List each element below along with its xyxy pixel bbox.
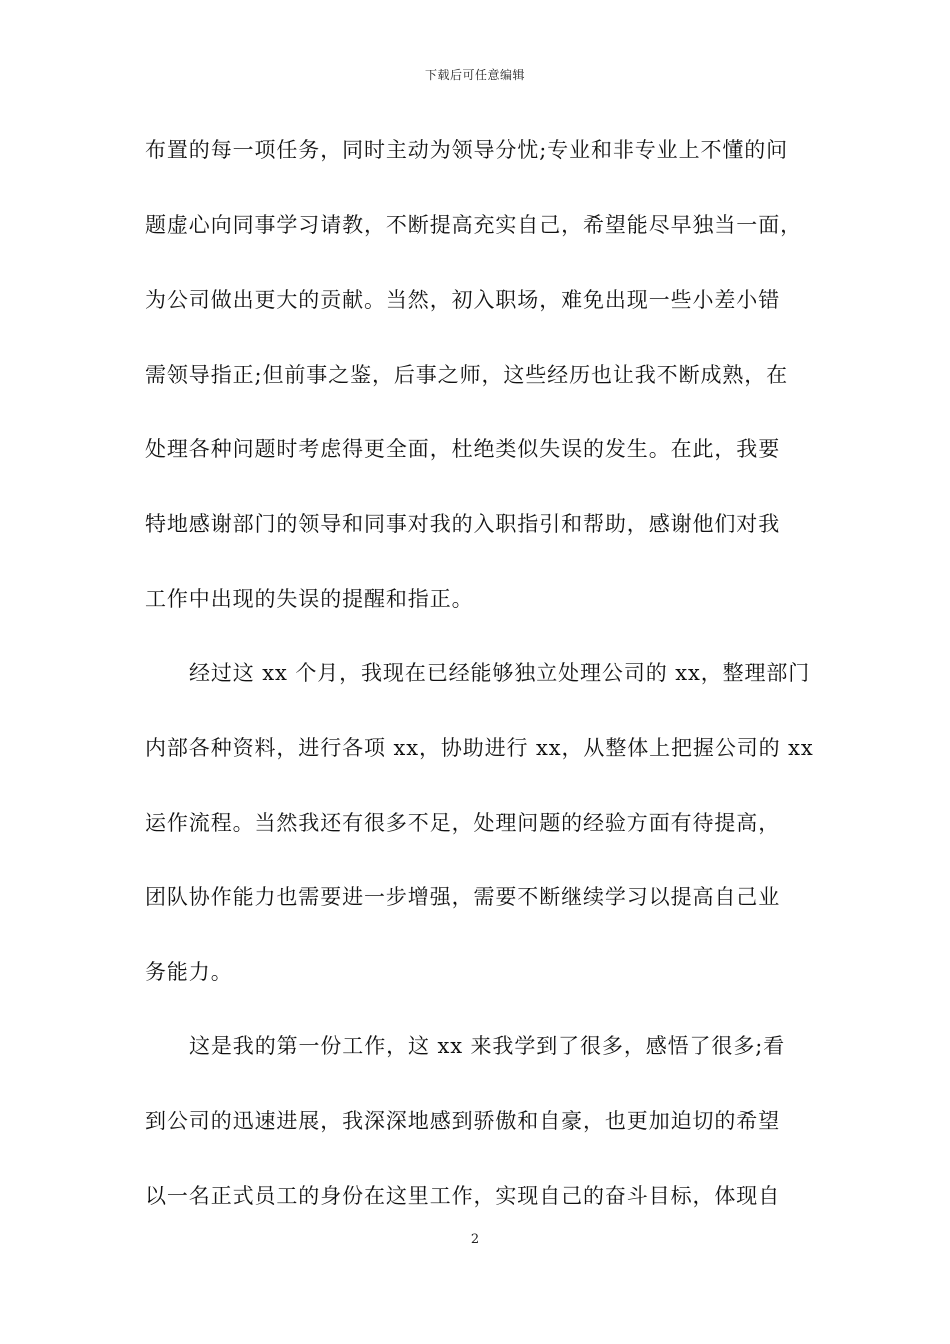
text-line: 工作中出现的失误的提醒和指正。 bbox=[145, 587, 474, 611]
paragraph-first-line: 这是我的第一份工作，这 xx 来我学到了很多，感悟了很多;看 bbox=[189, 1034, 786, 1058]
text-line: 特地感谢部门的领导和同事对我的入职指引和帮助，感谢他们对我 bbox=[145, 512, 781, 536]
text-line: 内部各种资料，进行各项 xx，协助进行 xx，从整体上把握公司的 xx bbox=[145, 736, 814, 760]
text-line: 团队协作能力也需要进一步增强，需要不断继续学习以提高自己业 bbox=[145, 885, 781, 909]
text-line: 布置的每一项任务，同时主动为领导分忧;专业和非专业上不懂的问 bbox=[145, 138, 789, 162]
text-line: 处理各种问题时考虑得更全面，杜绝类似失误的发生。在此，我要 bbox=[145, 437, 781, 461]
text-line: 到公司的迅速进展，我深深地感到骄傲和自豪，也更加迫切的希望 bbox=[145, 1109, 781, 1133]
text-line: 运作流程。当然我还有很多不足，处理问题的经验方面有待提高， bbox=[145, 811, 781, 835]
page-header: 下载后可任意编辑 bbox=[424, 68, 525, 82]
text-line: 务能力。 bbox=[145, 960, 233, 984]
page-number: 2 bbox=[470, 1232, 480, 1247]
text-line: 题虚心向同事学习请教，不断提高充实自己，希望能尽早独当一面， bbox=[145, 213, 802, 237]
text-line: 为公司做出更大的贡献。当然，初入职场，难免出现一些小差小错 bbox=[145, 288, 781, 312]
paragraph-first-line: 经过这 xx 个月，我现在已经能够独立处理公司的 xx，整理部门 bbox=[189, 661, 811, 685]
text-line: 以一名正式员工的身份在这里工作，实现自己的奋斗目标，体现自 bbox=[145, 1184, 781, 1208]
text-line: 需领导指正;但前事之鉴，后事之师，这些经历也让我不断成熟，在 bbox=[145, 363, 789, 387]
